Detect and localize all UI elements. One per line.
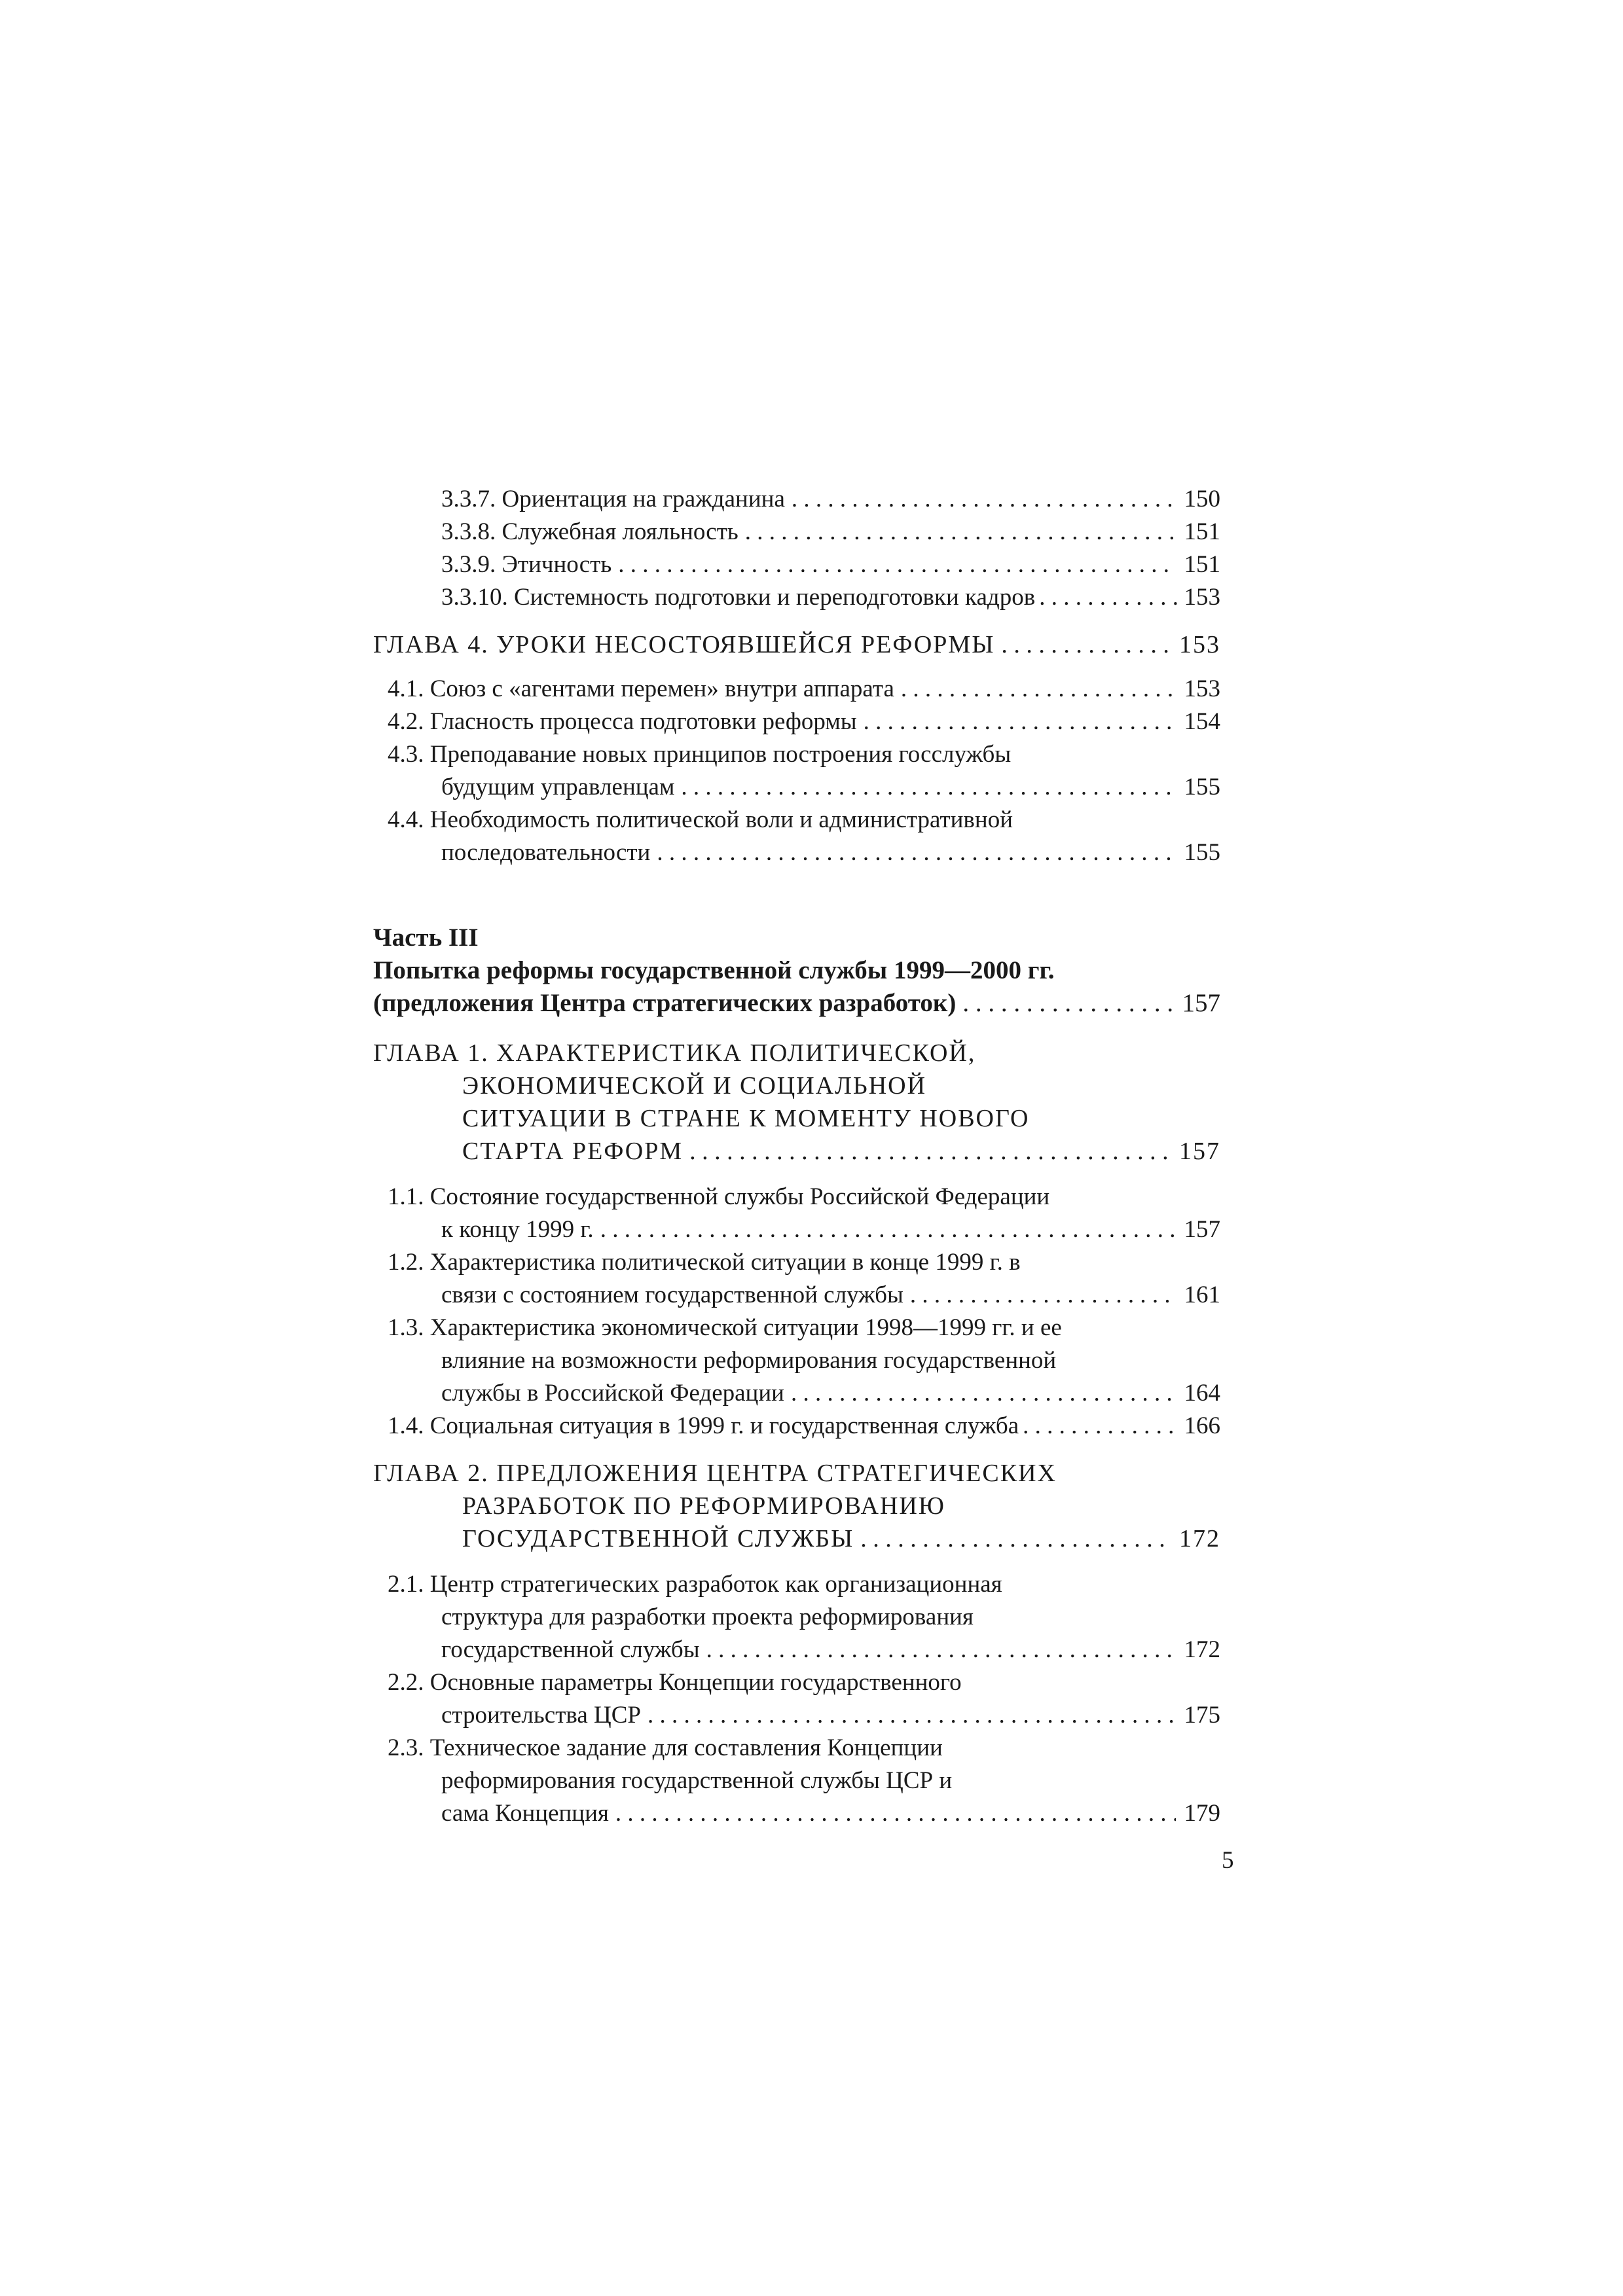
toc-entry-title: 3.3.9. Этичность (441, 551, 612, 578)
leader-dots (901, 674, 1176, 704)
leader-dots (647, 1700, 1176, 1731)
toc-entry-title: структура для разработки проекта реформирования (441, 1604, 974, 1630)
toc-entry-1-3-cont1 (441, 1346, 1220, 1376)
leader-dots (745, 517, 1176, 547)
toc-entry-2-3-cont2 (441, 1799, 1220, 1829)
toc-entry-2-3-cont1 (441, 1766, 1220, 1796)
toc-part-3-title-cont (373, 988, 1220, 1018)
toc-entry-title: последовательности (441, 839, 651, 866)
toc-part-title: (предложения Центра стратегических разработок) (373, 989, 957, 1017)
toc-entry-title: 4.3. Преподавание новых принципов построения госслужбы (388, 741, 1012, 768)
toc-entry-title: 2.2. Основные параметры Концепции государственного (388, 1669, 962, 1696)
toc-entry-1-3 (388, 1313, 1220, 1343)
toc-entry-1-4 (388, 1411, 1220, 1441)
toc-page-number: 157 (1182, 989, 1220, 1017)
toc-chapter-2-cont1 (462, 1491, 1220, 1521)
toc-entry-1-2-cont (441, 1280, 1220, 1310)
toc-entry-title: к концу 1999 г. (441, 1216, 594, 1243)
toc-page-number: 172 (1179, 1525, 1220, 1552)
toc-entry-2-1-cont2 (441, 1635, 1220, 1665)
toc-entry-2-1-cont1 (441, 1602, 1220, 1632)
toc-entry-title: 1.4. Социальная ситуация в 1999 г. и государственная служба (388, 1412, 1019, 1439)
toc-entry-2-2 (388, 1668, 1220, 1698)
leader-dots (1039, 583, 1178, 613)
toc-entry-4-2 (388, 707, 1220, 737)
toc-chapter-2 (373, 1458, 1220, 1488)
toc-entry-title: 3.3.8. Служебная лояльность (441, 518, 739, 545)
toc-entry-title: влияние на возможности реформирования государственной (441, 1347, 1057, 1374)
leader-dots (615, 1799, 1176, 1829)
toc-chapter-title: СТАРТА РЕФОРМ (462, 1138, 684, 1165)
toc-page-number: 157 (1184, 1216, 1220, 1243)
toc-page-number: 175 (1184, 1702, 1220, 1729)
toc-chapter-title: РАЗРАБОТОК ПО РЕФОРМИРОВАНИЮ (462, 1492, 945, 1520)
toc-chapter-title: ЭКОНОМИЧЕСКОЙ И СОЦИАЛЬНОЙ (462, 1072, 927, 1100)
toc-page-number: 151 (1184, 551, 1220, 578)
toc-chapter-1-cont3 (462, 1136, 1220, 1166)
toc-chapter-1-cont2 (462, 1103, 1220, 1134)
toc-chapter-title: ГЛАВА 2. ПРЕДЛОЖЕНИЯ ЦЕНТРА СТРАТЕГИЧЕСКИХ (373, 1460, 1057, 1487)
toc-page-number: 179 (1184, 1800, 1220, 1827)
toc-chapter-1 (373, 1038, 1220, 1068)
toc-entry-title: 4.2. Гласность процесса подготовки реформы (388, 708, 857, 735)
toc-part-3-label (373, 923, 1220, 953)
toc-entry-3-3-10 (441, 583, 1220, 613)
toc-entry-1-2 (388, 1247, 1220, 1278)
toc-entry-title: связи с состоянием государственной службы (441, 1282, 903, 1308)
page-number: 5 (1222, 1847, 1234, 1874)
toc-entry-title: будущим управленцам (441, 774, 675, 800)
toc-page-number: 164 (1184, 1380, 1220, 1407)
toc-entry-title: строительства ЦСР (441, 1702, 641, 1729)
toc-entry-title: 3.3.7. Ориентация на гражданина (441, 486, 785, 512)
toc-page-number: 153 (1184, 584, 1220, 611)
toc-entry-title: службы в Российской Федерации (441, 1380, 784, 1407)
toc-entry-3-3-9 (441, 550, 1220, 580)
leader-dots (910, 1280, 1176, 1310)
toc-chapter-2-cont2 (462, 1524, 1220, 1554)
toc-entry-title: сама Концепция (441, 1800, 609, 1827)
toc-part-label: Часть III (373, 924, 479, 952)
toc-part-3-title (373, 956, 1220, 986)
toc-page-number: 172 (1184, 1636, 1220, 1663)
leader-dots (657, 838, 1176, 868)
toc-entry-title: государственной службы (441, 1636, 700, 1663)
leader-dots (1023, 1411, 1178, 1441)
leader-dots (791, 1378, 1176, 1408)
leader-dots (962, 988, 1175, 1018)
toc-page-number: 157 (1179, 1138, 1220, 1165)
toc-entry-title: 1.2. Характеристика политической ситуации в конце 1999 г. в (388, 1249, 1021, 1276)
toc-page-number: 166 (1184, 1412, 1220, 1439)
toc-part-title: Попытка реформы государственной службы 1999—2000 гг. (373, 956, 1055, 984)
toc-page-number: 153 (1184, 675, 1220, 702)
toc-chapter-4 (373, 630, 1220, 660)
toc-page-number: 155 (1184, 774, 1220, 800)
toc-chapter-title: ГЛАВА 4. УРОКИ НЕСОСТОЯВШЕЙСЯ РЕФОРМЫ (373, 631, 995, 658)
toc-entry-title: 1.3. Характеристика экономической ситуации 1998—1999 гг. и ее (388, 1314, 1062, 1341)
leader-dots (600, 1215, 1176, 1245)
toc-entry-2-2-cont (441, 1700, 1220, 1731)
toc-entry-title: 2.1. Центр стратегических разработок как организационная (388, 1571, 1002, 1598)
toc-entry-4-4 (388, 805, 1220, 835)
toc-entry-4-4-cont (441, 838, 1220, 868)
leader-dots (1001, 630, 1173, 660)
toc-entry-1-3-cont2 (441, 1378, 1220, 1408)
toc-entry-3-3-8 (441, 517, 1220, 547)
leader-dots (681, 772, 1176, 802)
toc-page-number: 151 (1184, 518, 1220, 545)
toc-entry-title: 4.4. Необходимость политической воли и административной (388, 806, 1013, 833)
leader-dots (792, 484, 1176, 514)
toc-chapter-1-cont1 (462, 1071, 1220, 1101)
toc-entry-1-1-cont (441, 1215, 1220, 1245)
toc-entry-4-3-cont (441, 772, 1220, 802)
leader-dots (860, 1524, 1173, 1554)
leader-dots (618, 550, 1176, 580)
toc-page-number: 153 (1179, 631, 1220, 658)
toc-page-number: 155 (1184, 839, 1220, 866)
toc-chapter-title: СИТУАЦИИ В СТРАНЕ К МОМЕНТУ НОВОГО (462, 1105, 1030, 1132)
toc-entry-3-3-7 (441, 484, 1220, 514)
toc-entry-title: 3.3.10. Системность подготовки и переподготовки кадров (441, 584, 1036, 611)
toc-entry-4-1 (388, 674, 1220, 704)
toc-page-number: 161 (1184, 1282, 1220, 1308)
toc-page-number: 154 (1184, 708, 1220, 735)
toc-entry-2-1 (388, 1570, 1220, 1600)
leader-dots (689, 1136, 1173, 1166)
toc-entry-title: 2.3. Техническое задание для составления Концепции (388, 1734, 943, 1761)
leader-dots (706, 1635, 1176, 1665)
toc-entry-title: 1.1. Состояние государственной службы Российской Федерации (388, 1183, 1050, 1210)
leader-dots (864, 707, 1176, 737)
toc-entry-4-3 (388, 740, 1220, 770)
toc-entry-1-1 (388, 1182, 1220, 1212)
toc-entry-title: 4.1. Союз с «агентами перемен» внутри аппарата (388, 675, 894, 702)
toc-entry-2-3 (388, 1733, 1220, 1763)
toc-entry-title: реформирования государственной службы ЦСР и (441, 1767, 953, 1794)
toc-page-number: 150 (1184, 486, 1220, 512)
toc-chapter-title: ГОСУДАРСТВЕННОЙ СЛУЖБЫ (462, 1525, 854, 1552)
toc-chapter-title: ГЛАВА 1. ХАРАКТЕРИСТИКА ПОЛИТИЧЕСКОЙ, (373, 1039, 976, 1067)
